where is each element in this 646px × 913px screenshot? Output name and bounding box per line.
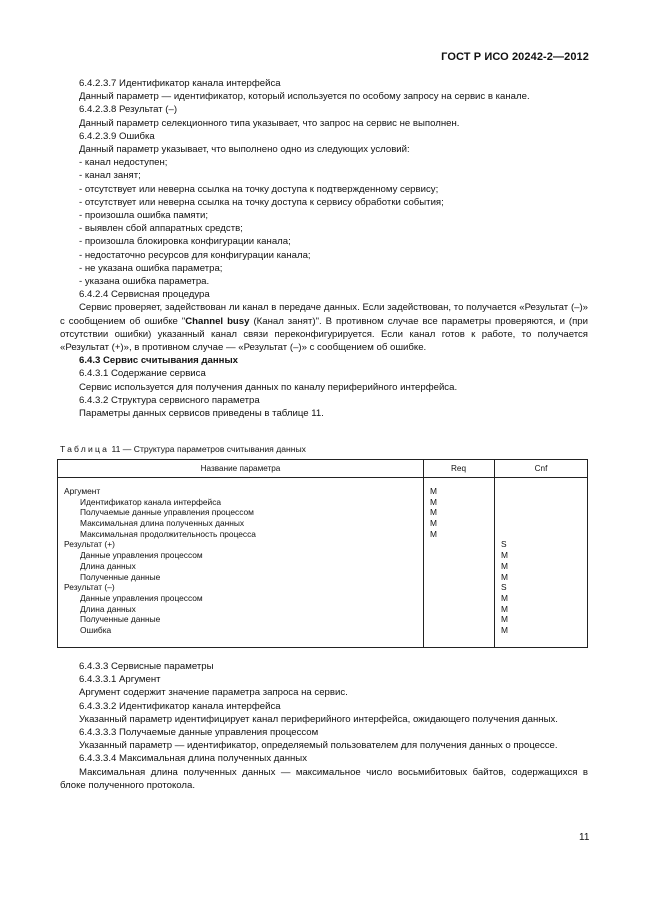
cell-cnf: M <box>501 560 508 571</box>
cell-cnf: M <box>501 550 508 561</box>
table-row <box>58 507 587 518</box>
cell-cnf: M <box>501 592 508 603</box>
subsection-heading: 6.4.2.3.9 Ошибка <box>79 130 155 142</box>
paragraph: Сервис используется для получения данных по каналу периферийного интерфейса. <box>79 381 458 393</box>
paragraph: Параметры данных сервисов приведены в таблице 11. <box>79 408 324 420</box>
cell-cnf: M <box>501 614 508 625</box>
subsection-heading: 6.4.3.3.2 Идентификатор канала интерфейса <box>79 700 281 712</box>
cell-name: Получаемые данные управления процессом <box>80 507 254 518</box>
table-row <box>58 518 587 529</box>
table-row <box>58 614 587 625</box>
subsection-heading: 6.4.2.3.7 Идентификатор канала интерфейса <box>79 78 281 89</box>
table-row <box>58 593 587 604</box>
page-number: 11 <box>579 832 590 843</box>
list-item: - канал занят; <box>79 170 141 182</box>
section-6-4-2-text <box>60 77 588 420</box>
subsection-heading: 6.4.3.1 Содержание сервиса <box>79 368 206 380</box>
cell-req: M <box>430 496 437 507</box>
cell-req: M <box>430 486 437 496</box>
table-row <box>58 550 587 561</box>
subsection-heading: 6.4.3.3.4 Максимальная длина полученных данных <box>79 753 308 765</box>
subsection-heading: 6.4.3.3 Сервисные параметры <box>79 661 214 672</box>
document-header: ГОСТ Р ИСО 20242-2—2012 <box>441 51 589 63</box>
table-row <box>58 529 587 540</box>
cell-name: Длина данных <box>80 603 136 614</box>
paragraph: Максимальная длина полученных данных — максимальное число восьмибитовых байтов, содержащихся в блоке полученного протокола. <box>60 766 588 791</box>
cell-name: Максимальная продолжительность процесса <box>80 528 256 539</box>
table-caption <box>60 443 306 456</box>
parameters-table <box>57 459 588 648</box>
list-item: - произошла блокировка конфигурации канала; <box>79 236 291 248</box>
cell-req: M <box>430 507 437 518</box>
list-item: - произошла ошибка памяти; <box>79 210 209 222</box>
cell-name: Полученные данные <box>80 571 161 582</box>
paragraph: Данный параметр указывает, что выполнено одно из следующих условий: <box>79 144 410 156</box>
cell-cnf: M <box>501 571 508 582</box>
table-row <box>58 604 587 615</box>
cell-name: Данные управления процессом <box>80 592 203 603</box>
procedure-paragraph <box>60 301 588 354</box>
conditions-list <box>60 156 588 288</box>
cell-name: Полученные данные <box>80 614 161 625</box>
paragraph: Данный параметр селекционного типа указывает, что запрос на сервис не выполнен. <box>79 117 460 129</box>
cell-req: M <box>430 528 437 539</box>
list-item: - отсутствует или неверна ссылка на точку доступа к подтвержденному сервису; <box>79 183 439 195</box>
cell-name: Результат (–) <box>64 582 115 593</box>
channel-busy-term: Channel busy <box>185 315 250 327</box>
cell-req: M <box>430 518 437 529</box>
paragraph: Данный параметр — идентификатор, который используется по особому запросу на сервис в канале. <box>79 91 530 103</box>
table-row <box>58 625 587 636</box>
list-item: - канал недоступен; <box>79 157 168 169</box>
header-parameter-name: Название параметра <box>200 464 281 473</box>
table-row <box>58 486 587 497</box>
cell-name: Результат (+) <box>64 539 115 550</box>
header-req: Req <box>450 464 467 473</box>
subsection-heading: 6.4.3.3.1 Аргумент <box>79 674 161 686</box>
table-row <box>58 539 587 550</box>
section-6-4-3-3-text <box>60 660 588 792</box>
cell-cnf: S <box>501 539 507 550</box>
table-row <box>58 497 587 508</box>
subsection-heading: 6.4.2.3.8 Результат (–) <box>79 104 178 116</box>
subsection-heading: 6.4.3.3.3 Получаемые данные управления процессом <box>79 727 319 739</box>
list-item: - выявлен сбой аппаратных средств; <box>79 223 243 235</box>
paragraph: Аргумент содержит значение параметра запроса на сервис. <box>79 687 348 699</box>
cell-name: Максимальная длина полученных данных <box>80 518 245 529</box>
subsection-heading: 6.4.2.4 Сервисная процедура <box>79 289 210 301</box>
header-cnf: Cnf <box>534 464 548 473</box>
cell-cnf: M <box>501 624 508 635</box>
paragraph: Указанный параметр идентифицирует канал периферийного интерфейса, ожидающего получения данных. <box>79 713 558 725</box>
subsection-heading: 6.4.3.2 Структура сервисного параметра <box>79 394 260 406</box>
cell-name: Аргумент <box>64 486 101 496</box>
paragraph: Указанный параметр — идентификатор, определяемый пользователем для получения данных о процессе. <box>79 740 558 752</box>
cell-name: Данные управления процессом <box>80 550 203 561</box>
table-caption-title: 11 — Структура параметров считывания данных <box>109 444 306 454</box>
table-row <box>58 582 587 593</box>
list-item: - недостаточно ресурсов для конфигурации канала; <box>79 249 311 261</box>
list-item: - отсутствует или неверна ссылка на точку доступа к сервису обработки события; <box>79 196 444 208</box>
table-row <box>58 561 587 572</box>
cell-name: Идентификатор канала интерфейса <box>80 496 222 507</box>
section-heading: 6.4.3 Сервис считывания данных <box>79 355 238 367</box>
procedure-text-a: Сервис проверяет, задействован ли канал в передаче данных. Если задействован, то получается «Результат (–)» с сообщением об ошибке " <box>60 302 588 327</box>
cell-name: Ошибка <box>80 624 112 635</box>
list-item: - указана ошибка параметра. <box>79 276 210 288</box>
table-body <box>58 486 587 636</box>
cell-name: Длина данных <box>80 560 136 571</box>
cell-cnf: S <box>501 582 507 593</box>
list-item: - не указана ошибка параметра; <box>79 262 223 274</box>
procedure-text-b: (Канал занят)". В противном случае все параметры проверяются, и (при отсутствии ошибки) указанный канал связи переконфигурируется. Если канал готов к работе, то получается «Результат (+)», в противном случае — «Результат (–)» с сообщением об ошибке. <box>60 315 588 354</box>
cell-cnf: M <box>501 603 508 614</box>
table-caption-prefix: Таблица <box>60 444 110 454</box>
table-row <box>58 572 587 583</box>
